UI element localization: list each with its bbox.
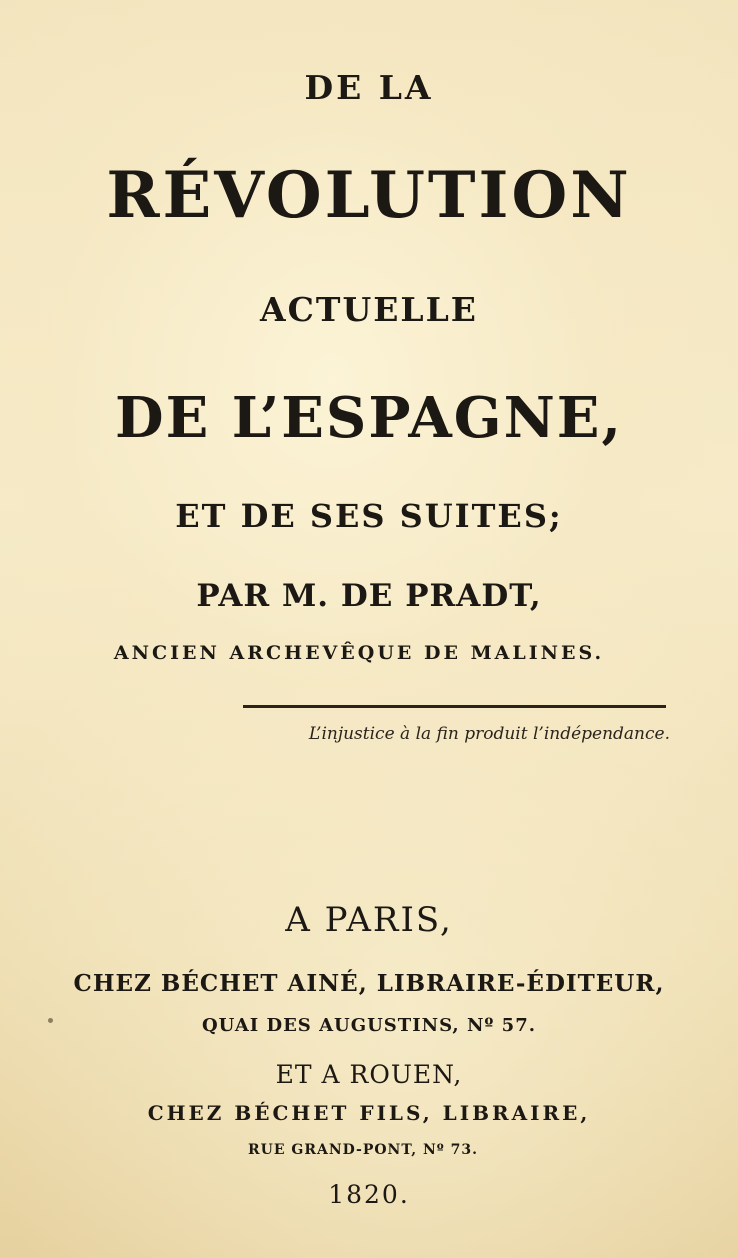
imprint-address: QUAI DES AUGUSTINS, Nº 57. (202, 1015, 536, 1036)
imprint-year: 1820. (328, 1180, 410, 1209)
title-line-espagne: DE L’ESPAGNE, (115, 385, 623, 451)
paper-speck (48, 1018, 53, 1023)
divider-rule (243, 705, 666, 708)
title-line-actuelle: ACTUELLE (260, 290, 478, 329)
title-line-de-la: DE LA (304, 68, 434, 107)
imprint-city: A PARIS, (285, 900, 453, 940)
imprint-publisher: CHEZ BÉCHET AINÉ, LIBRAIRE-ÉDITEUR, (73, 970, 665, 997)
author-line: PAR M. DE PRADT, (196, 578, 542, 614)
title-line-suites: ET DE SES SUITES; (175, 497, 563, 535)
author-title-line: ANCIEN ARCHEVÊQUE DE MALINES. (113, 642, 605, 664)
imprint-city-second: ET A ROUEN, (275, 1060, 463, 1089)
epigraph: L’injustice à la fin produit l’indépendance. (308, 724, 670, 744)
imprint-publisher-second: CHEZ BÉCHET FILS, LIBRAIRE, (147, 1101, 591, 1125)
imprint-address-second: RUE GRAND-PONT, Nº 73. (247, 1142, 479, 1158)
title-line-revolution: RÉVOLUTION (106, 158, 632, 233)
